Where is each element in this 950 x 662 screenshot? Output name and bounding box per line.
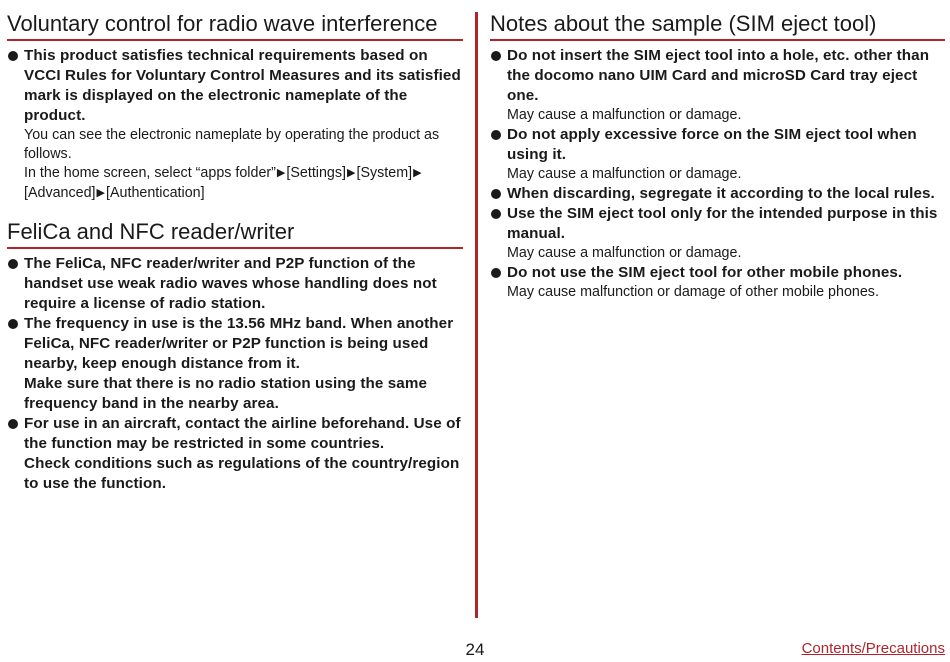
bullet-icon	[8, 319, 18, 329]
item-note: May cause a malfunction or damage.	[507, 245, 742, 261]
item-text: Do not apply excessive force on the SIM eject tool when using it.	[507, 126, 917, 163]
column-divider	[475, 12, 478, 618]
item-text: Use the SIM eject tool only for the intended purpose in this manual.	[507, 205, 938, 242]
path-prefix: In the home screen, select “apps folder”	[24, 165, 276, 181]
list-item	[7, 254, 463, 314]
item-text: The FeliCa, NFC reader/writer and P2P function of the handset use weak radio waves whose handling does not require a license of radio station.	[24, 255, 437, 312]
path-settings: [Settings]	[286, 165, 346, 181]
list-item	[490, 125, 945, 184]
list-item	[7, 46, 463, 204]
arrow-right-icon: ▶	[276, 167, 286, 179]
path-system: [System]	[356, 165, 413, 181]
item-text: This product satisfies technical requirements based on VCCI Rules for Voluntary Control Measures and its satisfied mark is displayed on the electronic nameplate of the product.	[24, 47, 461, 124]
arrow-right-icon: ▶	[413, 167, 422, 179]
bullet-icon	[491, 209, 501, 219]
left-column	[7, 10, 463, 494]
bullet-icon	[8, 419, 18, 429]
arrow-right-icon: ▶	[96, 187, 106, 199]
list-item	[490, 204, 945, 263]
bullet-icon	[8, 259, 18, 269]
bullet-icon	[491, 189, 501, 199]
item-note: May cause malfunction or damage of other mobile phones.	[507, 284, 879, 300]
sim-eject-list	[490, 46, 945, 302]
radio-interference-list	[7, 46, 463, 204]
bullet-icon	[491, 130, 501, 140]
path-authentication: [Authentication]	[106, 185, 205, 201]
list-item	[490, 46, 945, 125]
felica-nfc-list	[7, 254, 463, 494]
bullet-icon	[491, 51, 501, 61]
item-text: Check conditions such as regulations of the country/region to use the function.	[24, 455, 460, 492]
item-text: Do not insert the SIM eject tool into a hole, etc. other than the docomo nano UIM Card and microSD Card tray eject one.	[507, 47, 930, 104]
right-column	[490, 10, 945, 302]
item-text: Do not use the SIM eject tool for other mobile phones.	[507, 264, 903, 281]
item-text: Make sure that there is no radio station using the same frequency band in the nearby area.	[24, 375, 427, 412]
item-note: May cause a malfunction or damage.	[507, 166, 742, 182]
item-note: You can see the electronic nameplate by operating the product as follows.	[24, 127, 440, 162]
list-item	[490, 184, 945, 204]
section-title-sim-eject-tool: Notes about the sample (SIM eject tool)	[490, 10, 945, 41]
item-text: For use in an aircraft, contact the airline beforehand. Use of the function may be restricted in some countries.	[24, 415, 461, 452]
section-title-radio-interference: Voluntary control for radio wave interference	[7, 10, 463, 41]
item-text: The frequency in use is the 13.56 MHz band. When another FeliCa, NFC reader/writer or P2P function is being used nearby, keep enough distance from it.	[24, 315, 454, 372]
page-number: 24	[465, 640, 485, 659]
list-item	[7, 314, 463, 414]
section-title-felica-nfc: FeliCa and NFC reader/writer	[7, 218, 463, 249]
menu-path	[24, 164, 463, 204]
list-item	[490, 263, 945, 302]
contents-precautions-link[interactable]: Contents/Precautions	[801, 640, 945, 657]
path-advanced: [Advanced]	[24, 185, 96, 201]
item-note: May cause a malfunction or damage.	[507, 107, 742, 123]
list-item	[7, 414, 463, 494]
bullet-icon	[8, 51, 18, 61]
arrow-right-icon: ▶	[347, 167, 356, 179]
bullet-icon	[491, 268, 501, 278]
item-text: When discarding, segregate it according to the local rules.	[507, 185, 935, 202]
